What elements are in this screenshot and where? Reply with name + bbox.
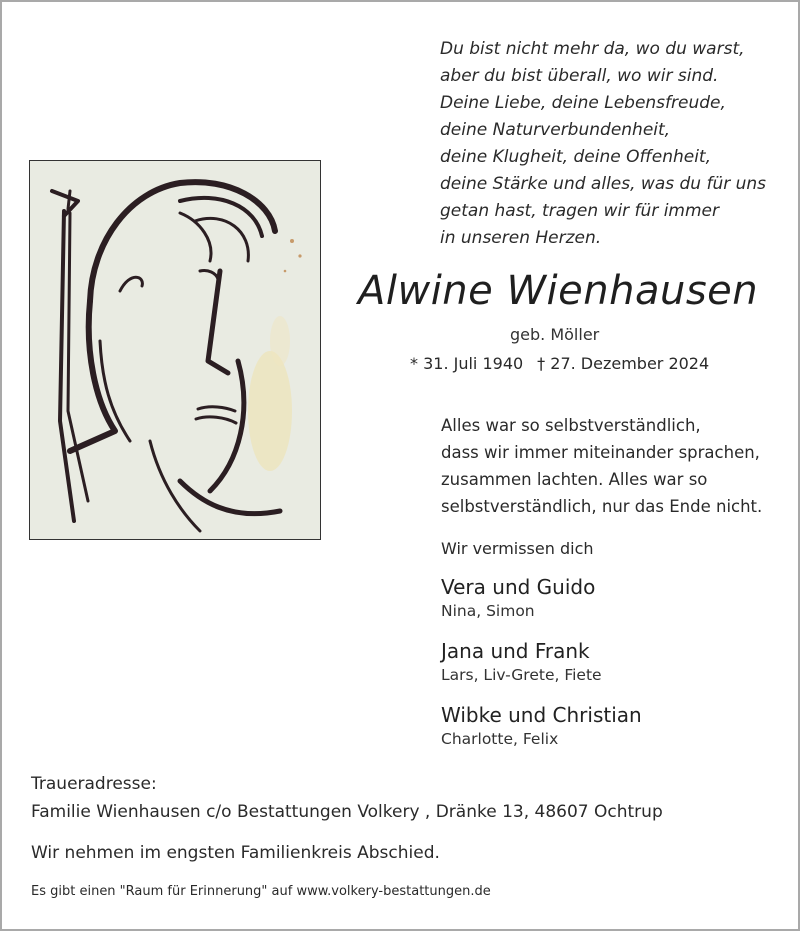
poem bbox=[440, 36, 766, 252]
verse-line: zusammen lachten. Alles war so bbox=[441, 470, 708, 489]
portrait-drawing bbox=[30, 161, 320, 539]
deceased-name: Alwine Wienhausen bbox=[358, 268, 759, 314]
poem-line: deine Stärke und alles, was du für uns bbox=[440, 174, 767, 194]
second-verse bbox=[441, 412, 762, 520]
family-names: Vera und Guido bbox=[441, 575, 596, 599]
farewell-note: Wir nehmen im engsten Familienkreis Abschied. bbox=[31, 843, 440, 863]
family-names: Wibke und Christian bbox=[441, 703, 642, 727]
family-children: Nina, Simon bbox=[441, 602, 535, 620]
address-text: Familie Wienhausen c/o Bestattungen Volkery , Dränke 13, 48607 Ochtrup bbox=[31, 802, 663, 822]
poem-line: getan hast, tragen wir für immer bbox=[440, 201, 719, 221]
family-names: Jana und Frank bbox=[441, 639, 590, 663]
mourning-address bbox=[31, 770, 663, 826]
poem-line: in unseren Herzen. bbox=[440, 228, 602, 248]
poem-line: Du bist nicht mehr da, wo du warst, bbox=[440, 39, 745, 59]
death-date: † 27. Dezember 2024 bbox=[537, 354, 710, 373]
miss-text: Wir vermissen dich bbox=[441, 539, 594, 558]
family-entry bbox=[441, 574, 595, 622]
poem-line: aber du bist überall, wo wir sind. bbox=[440, 66, 719, 86]
poem-line: deine Klugheit, deine Offenheit, bbox=[440, 147, 711, 167]
family-children: Charlotte, Felix bbox=[441, 730, 559, 748]
life-dates bbox=[410, 354, 723, 373]
poem-line: deine Naturverbundenheit, bbox=[440, 120, 671, 140]
verse-line: selbstverständlich, nur das Ende nicht. bbox=[441, 497, 763, 516]
address-label: Traueradresse: bbox=[31, 774, 157, 794]
family-children: Lars, Liv-Grete, Fiete bbox=[441, 666, 602, 684]
verse-line: dass wir immer miteinander sprachen, bbox=[441, 443, 760, 462]
family-entry bbox=[441, 638, 602, 686]
portrait-painting bbox=[29, 160, 321, 540]
maiden-name: geb. Möller bbox=[510, 325, 600, 344]
birth-date: * 31. Juli 1940 bbox=[410, 354, 524, 373]
poem-line: Deine Liebe, deine Lebensfreude, bbox=[440, 93, 726, 113]
memorial-website-note: Es gibt einen "Raum für Erinnerung" auf www.volkery-bestattungen.de bbox=[31, 884, 491, 899]
verse-line: Alles war so selbstverständlich, bbox=[441, 416, 701, 435]
family-entry bbox=[441, 702, 642, 750]
